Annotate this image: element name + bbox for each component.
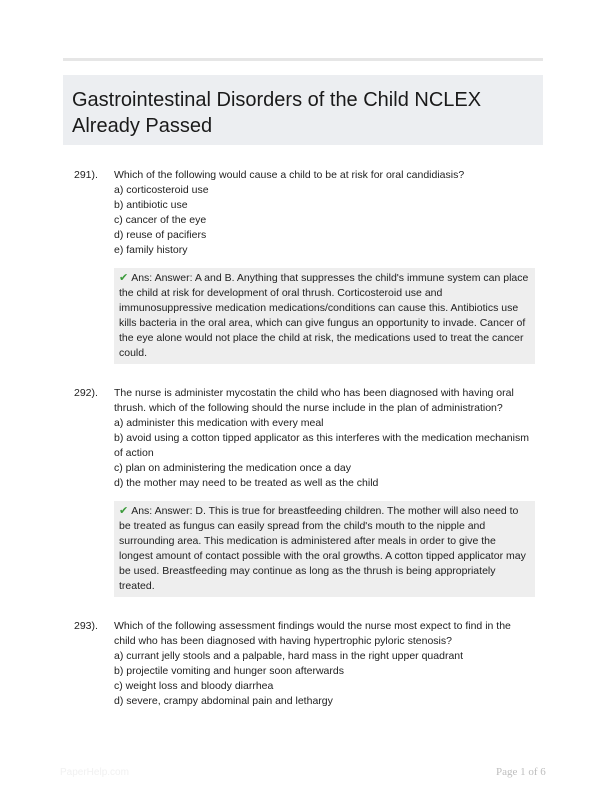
question-stem: The nurse is administer mycostatin the child who has been diagnosed with having oral thrush. which of the following should the nurse include in the plan of administration? bbox=[114, 387, 514, 414]
option-c: c) weight loss and bloody diarrhea bbox=[114, 680, 274, 692]
option-c: c) cancer of the eye bbox=[114, 214, 207, 226]
title-line-2: Already Passed bbox=[72, 115, 213, 137]
option-a: a) corticosteroid use bbox=[114, 184, 209, 196]
option-a: a) currant jelly stools and a palpable, hard mass in the right upper quadrant bbox=[114, 650, 464, 662]
top-divider bbox=[63, 58, 543, 61]
page-indicator: Page 1 of 6 bbox=[496, 766, 546, 778]
question-body bbox=[114, 168, 534, 364]
option-b: b) antibiotic use bbox=[114, 199, 188, 211]
option-b: b) projectile vomiting and hunger soon afterwards bbox=[114, 665, 344, 677]
option-a: a) administer this medication with every meal bbox=[114, 417, 324, 429]
page-title bbox=[72, 87, 533, 139]
question-body bbox=[114, 386, 534, 597]
answer-box bbox=[114, 268, 535, 364]
question-stem: Which of the following assessment findings would the nurse most expect to find in the child who has been diagnosed with having hypertrophic pyloric stenosis? bbox=[114, 620, 511, 647]
option-d: d) reuse of pacifiers bbox=[114, 229, 207, 241]
title-line-1: Gastrointestinal Disorders of the Child NCLEX bbox=[72, 89, 482, 111]
question-body bbox=[114, 619, 534, 709]
answer-text: Ans: Answer: A and B. Anything that suppresses the child's immune system can place the child at risk for development of oral thrush. Corticosteroid use and immunosuppressive medication medications/conditions can cause this. Antibiotics use kills bacteria in the oral area, which can give fungus an opportunity to invade. Cancer of the eye alone would not place the child at risk, the medications used to treat the cancer could. bbox=[119, 272, 529, 359]
title-banner bbox=[63, 75, 543, 145]
question-number: 291). bbox=[74, 169, 98, 181]
option-e: e) family history bbox=[114, 244, 188, 256]
option-b: b) avoid using a cotton tipped applicator as this interferes with the medication mechanism of action bbox=[114, 432, 529, 459]
check-icon: ✔ bbox=[119, 505, 129, 517]
watermark: PaperHelp.com bbox=[60, 767, 129, 778]
option-d: d) the mother may need to be treated as well as the child bbox=[114, 477, 379, 489]
question-stem: Which of the following would cause a child to be at risk for oral candidiasis? bbox=[114, 169, 465, 181]
question-number: 293). bbox=[74, 620, 98, 632]
answer-box bbox=[114, 501, 535, 597]
option-d: d) severe, crampy abdominal pain and lethargy bbox=[114, 695, 333, 707]
check-icon: ✔ bbox=[119, 272, 129, 284]
question-number: 292). bbox=[74, 387, 98, 399]
option-c: c) plan on administering the medication once a day bbox=[114, 462, 351, 474]
answer-text: Ans: Answer: D. This is true for breastfeeding children. The mother will also need to be treated as fungus can easily spread from the child's mouth to the nipple and surrounding area. This medication is administered after meals in order to give the longest amount of contact possible with the oral growths. A cotton tipped applicator may be used. Breastfeeding may continue as long as the thrush is being appropriately treated. bbox=[119, 505, 526, 592]
